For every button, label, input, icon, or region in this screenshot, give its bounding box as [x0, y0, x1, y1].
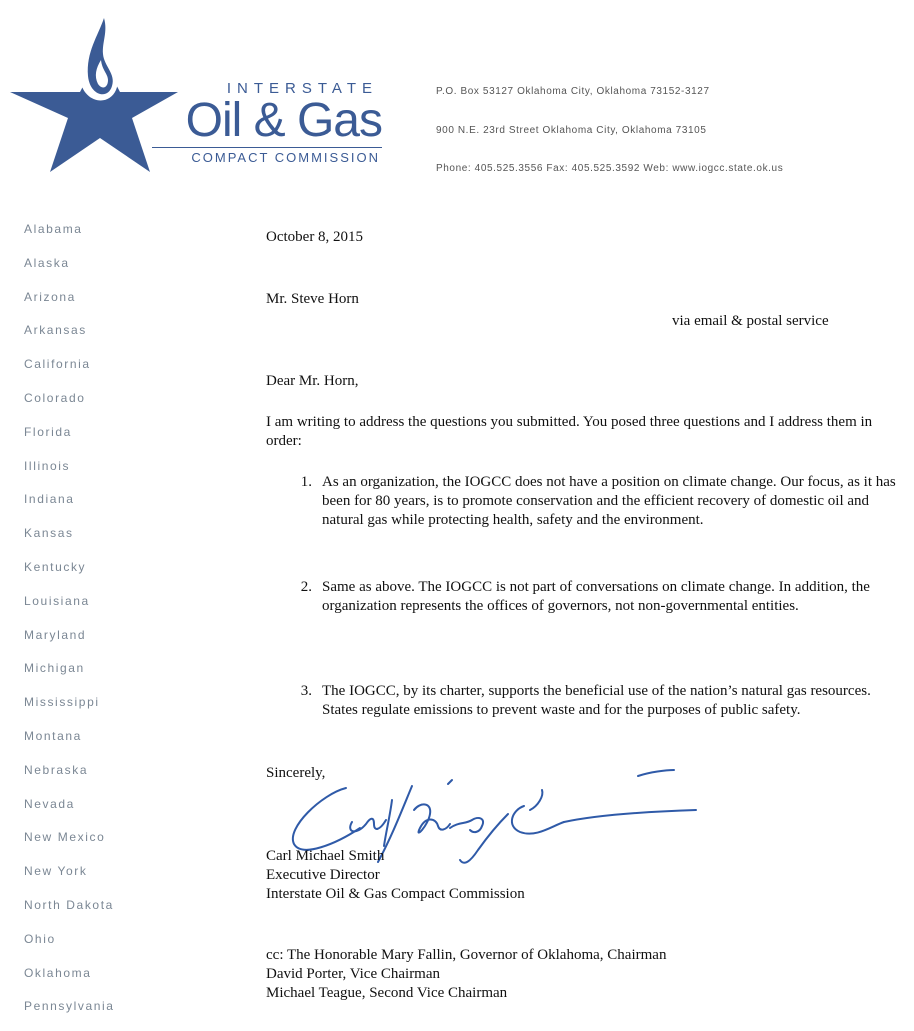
cc-line: David Porter, Vice Chairman — [266, 966, 441, 982]
org-wordmark — [152, 80, 382, 165]
org-line-interstate: INTERSTATE — [226, 80, 378, 97]
state-item: Mississippi — [24, 695, 100, 710]
contact-address-po-box: P.O. Box 53127 Oklahoma City, Oklahoma 73152-3127 — [436, 86, 710, 97]
state-item: Nebraska — [24, 762, 89, 777]
cc-line: cc: The Honorable Mary Fallin, Governor of Oklahoma, Chairman — [266, 947, 667, 963]
list-item-number: 1. — [300, 474, 312, 490]
org-line-oil-gas: Oil & Gas — [185, 94, 382, 147]
state-item: New York — [24, 864, 88, 879]
list-item-number: 2. — [300, 579, 312, 595]
state-item: Alabama — [24, 222, 83, 236]
org-line-compact-commission: COMPACT COMMISSION — [152, 147, 382, 165]
state-item: North Dakota — [24, 897, 114, 912]
list-item-number: 3. — [300, 683, 312, 699]
state-item: Illinois — [24, 458, 71, 473]
list-item-text: As an organization, the IOGCC does not have a position on climate change. Our focus, as it has been for 80 years, is to promote conservation and the efficient recovery of domestic oil and natural gas while protecting health, safety and the environment. — [322, 474, 896, 528]
state-item: Alaska — [24, 255, 70, 270]
signer-name: Carl Michael Smith — [266, 848, 385, 864]
state-item: Montana — [24, 728, 82, 743]
list-item-text: The IOGCC, by its charter, supports the beneficial use of the nation’s natural gas resources. States regulate emissions to prevent waste and for the purposes of public safety. — [322, 683, 871, 718]
signer-title: Executive Director — [266, 867, 380, 883]
state-item: Kansas — [24, 526, 74, 541]
letter-addressee: Mr. Steve Horn — [266, 291, 359, 307]
state-item: Kentucky — [24, 559, 87, 574]
letter-closing: Sincerely, — [266, 765, 326, 781]
letter-salutation: Dear Mr. Horn, — [266, 373, 359, 389]
member-states-list — [24, 220, 154, 1031]
state-item: California — [24, 357, 91, 372]
state-item: Nevada — [24, 796, 75, 811]
letter-intro-paragraph: I am writing to address the questions you submitted. You posed three questions and I address them in order: — [266, 414, 873, 449]
signer-organization: Interstate Oil & Gas Compact Commission — [266, 886, 525, 902]
state-item: Pennsylvania — [24, 999, 115, 1014]
signer-block — [266, 847, 525, 904]
state-item: Arkansas — [24, 323, 87, 338]
cc-line: Michael Teague, Second Vice Chairman — [266, 985, 508, 1001]
state-item: Indiana — [24, 492, 75, 507]
delivery-method: via email & postal service — [672, 313, 829, 329]
state-item: Maryland — [24, 627, 87, 642]
cc-list — [266, 946, 666, 1003]
contact-phone-fax-web: Phone: 405.525.3556 Fax: 405.525.3592 Web: www.iogcc.state.ok.us — [436, 163, 784, 174]
state-item: Arizona — [24, 289, 76, 304]
contact-address-street: 900 N.E. 23rd Street Oklahoma City, Oklahoma 73105 — [436, 125, 707, 136]
state-item: Michigan — [24, 661, 85, 676]
list-item-text: Same as above. The IOGCC is not part of conversations on climate change. In addition, the organization represents the offices of governors, not non-governmental entities. — [322, 579, 870, 614]
state-item: Ohio — [24, 931, 56, 946]
state-item: New Mexico — [24, 830, 106, 845]
state-item: Florida — [24, 424, 72, 439]
state-item: Colorado — [24, 390, 86, 405]
letter-date: October 8, 2015 — [266, 229, 364, 245]
state-item: Oklahoma — [24, 965, 92, 980]
state-item: Louisiana — [24, 593, 90, 608]
